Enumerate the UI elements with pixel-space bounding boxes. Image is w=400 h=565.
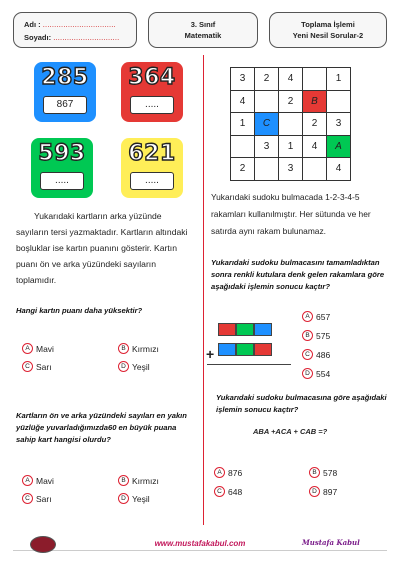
green-box xyxy=(236,323,254,336)
signature-logo: Mustafa Kabul xyxy=(302,538,360,547)
blue-box xyxy=(218,343,236,356)
topic-subtitle: Yeni Nesil Sorular-2 xyxy=(292,31,364,40)
card-yellow xyxy=(121,138,183,198)
sudoku-cell: B xyxy=(303,90,327,113)
sudoku-cell[interactable] xyxy=(303,158,327,181)
sudoku-row xyxy=(231,90,351,113)
topic-box xyxy=(269,12,387,48)
option-letter: A xyxy=(214,467,225,478)
option-text: Mavi xyxy=(36,475,54,486)
sum-line xyxy=(207,364,291,365)
plus-sign: + xyxy=(206,346,215,362)
sudoku-row xyxy=(231,68,351,91)
card-front-number: 621 xyxy=(128,141,176,166)
sudoku-cell: 3 xyxy=(327,113,351,136)
surname-line xyxy=(24,32,119,43)
card-score-box[interactable]: ..... xyxy=(130,96,174,114)
card-red xyxy=(121,62,183,122)
q3-option-b[interactable] xyxy=(302,330,330,341)
option-text: 648 xyxy=(228,486,243,497)
sudoku-cell: 3 xyxy=(279,158,303,181)
footer-divider xyxy=(13,550,387,551)
q1-option-d[interactable] xyxy=(118,361,150,372)
option-text: 578 xyxy=(323,467,338,478)
sudoku-cell: 1 xyxy=(231,113,255,136)
option-letter: A xyxy=(302,311,313,322)
option-text: 876 xyxy=(228,467,243,478)
sudoku-cell[interactable] xyxy=(231,135,255,158)
sudoku-cell: 1 xyxy=(327,68,351,91)
green-box xyxy=(236,343,254,356)
option-text: 657 xyxy=(316,311,331,322)
class-info-box xyxy=(148,12,258,48)
sudoku-cell: 3 xyxy=(255,135,279,158)
card-front-number: 285 xyxy=(41,65,89,90)
question-1: Hangi kartın puanı daha yüksektir? xyxy=(16,306,143,315)
option-letter: C xyxy=(214,486,225,497)
student-info-box xyxy=(13,12,137,48)
option-letter: D xyxy=(309,486,320,497)
sudoku-row xyxy=(231,135,351,158)
sudoku-cell: 2 xyxy=(231,158,255,181)
topic-title: Toplama İşlemi xyxy=(301,20,355,29)
option-letter: C xyxy=(22,361,33,372)
q3-option-a[interactable] xyxy=(302,311,330,322)
option-text: 554 xyxy=(316,368,331,379)
subject-label: Matematik xyxy=(184,31,222,40)
sudoku-cell[interactable] xyxy=(327,90,351,113)
option-text: Kırmızı xyxy=(132,343,159,354)
sudoku-cell: 1 xyxy=(279,135,303,158)
sudoku-cell: 4 xyxy=(279,68,303,91)
option-text: 897 xyxy=(323,486,338,497)
sudoku-row xyxy=(231,113,351,136)
card-score-box[interactable]: ..... xyxy=(40,172,84,190)
q2-option-a[interactable] xyxy=(22,475,54,486)
sudoku-cell[interactable] xyxy=(279,113,303,136)
sudoku-cell: 4 xyxy=(327,158,351,181)
sudoku-cell[interactable] xyxy=(255,90,279,113)
sudoku-cell: 4 xyxy=(231,90,255,113)
name-line xyxy=(24,19,116,30)
card-score-box: 867 xyxy=(43,96,87,114)
option-text: 486 xyxy=(316,349,331,360)
q4-option-d[interactable] xyxy=(309,486,337,497)
option-text: Sarı xyxy=(36,493,52,504)
card-green xyxy=(31,138,93,198)
card-blue xyxy=(34,62,96,122)
grade-label: 3. Sınıf xyxy=(190,20,216,29)
sudoku-cell: C xyxy=(255,113,279,136)
sudoku-cell: 2 xyxy=(255,68,279,91)
question-3: Yukarıdaki sudoku bulmacasını tamamladıktan sonra renkli kutulara denk gelen rakamlara göre aşağıdaki işlemin sonucu kaçtır? xyxy=(211,258,385,291)
column-divider xyxy=(203,55,204,525)
sudoku-cell[interactable] xyxy=(255,158,279,181)
card-front-number: 593 xyxy=(38,141,86,166)
option-letter: B xyxy=(118,343,129,354)
option-letter: B xyxy=(302,330,313,341)
red-box xyxy=(254,343,272,356)
blue-box xyxy=(254,323,272,336)
sudoku-cell: 2 xyxy=(279,90,303,113)
q4-option-a[interactable] xyxy=(214,467,242,478)
red-box xyxy=(218,323,236,336)
option-text: 575 xyxy=(316,330,331,341)
option-letter: B xyxy=(118,475,129,486)
sudoku-cell: A xyxy=(327,135,351,158)
option-letter: A xyxy=(22,475,33,486)
option-text: Mavi xyxy=(36,343,54,354)
card-front-number: 364 xyxy=(128,65,176,90)
sudoku-grid xyxy=(230,67,351,181)
surname-blank[interactable]: ............................. xyxy=(53,33,120,42)
sudoku-cell: 3 xyxy=(231,68,255,91)
option-letter: D xyxy=(302,368,313,379)
name-label: Adı : xyxy=(24,20,41,29)
cards-description: Yukarıdaki kartların arka yüzünde sayıların tersi yazmaktadır. Kartların altındaki boşluklar ise kartın puanını gösterir. Kartın puanı ön ve arka yüzündeki sayıların toplamıdır. xyxy=(16,211,188,285)
sudoku-cell: 4 xyxy=(303,135,327,158)
option-letter: C xyxy=(22,493,33,504)
sudoku-row xyxy=(231,158,351,181)
q1-option-a[interactable] xyxy=(22,343,54,354)
q3-option-c[interactable] xyxy=(302,349,330,360)
q3-option-d[interactable] xyxy=(302,368,330,379)
option-text: Yeşil xyxy=(132,361,150,372)
sudoku-description: Yukarıdaki sudoku bulmacada 1-2-3-4-5 rakamları kullanılmıştır. Her sütunda ve her satırda aynı rakam bulunamaz. xyxy=(211,192,371,236)
name-blank[interactable]: ................................ xyxy=(42,20,116,29)
q2-option-c[interactable] xyxy=(22,493,52,504)
footer-link[interactable]: www.mustafakabul.com xyxy=(154,539,246,548)
q1-option-b[interactable] xyxy=(118,343,159,354)
option-letter: A xyxy=(22,343,33,354)
option-letter: B xyxy=(309,467,320,478)
option-letter: C xyxy=(302,349,313,360)
expression: ABA +ACA + CAB =? xyxy=(253,427,328,436)
q2-option-b[interactable] xyxy=(118,475,159,486)
option-text: Sarı xyxy=(36,361,52,372)
option-text: Kırmızı xyxy=(132,475,159,486)
q2-option-d[interactable] xyxy=(118,493,150,504)
option-text: Yeşil xyxy=(132,493,150,504)
question-4: Yukarıdaki sudoku bulmacasına göre aşağıdaki işlemin sonucu kaçtır? xyxy=(216,393,387,414)
q4-option-b[interactable] xyxy=(309,467,337,478)
option-letter: D xyxy=(118,361,129,372)
sudoku-cell: 2 xyxy=(303,113,327,136)
question-2: Kartların ön ve arka yüzündeki sayıları en yakın yüzlüğe yuvarladığımızda60 en büyük puana sahip kart hangisi olurdu? xyxy=(16,411,187,444)
option-letter: D xyxy=(118,493,129,504)
sudoku-cell[interactable] xyxy=(303,68,327,91)
q4-option-c[interactable] xyxy=(214,486,242,497)
surname-label: Soyadı: xyxy=(24,33,52,42)
q1-option-c[interactable] xyxy=(22,361,52,372)
card-score-box[interactable]: ..... xyxy=(130,172,174,190)
